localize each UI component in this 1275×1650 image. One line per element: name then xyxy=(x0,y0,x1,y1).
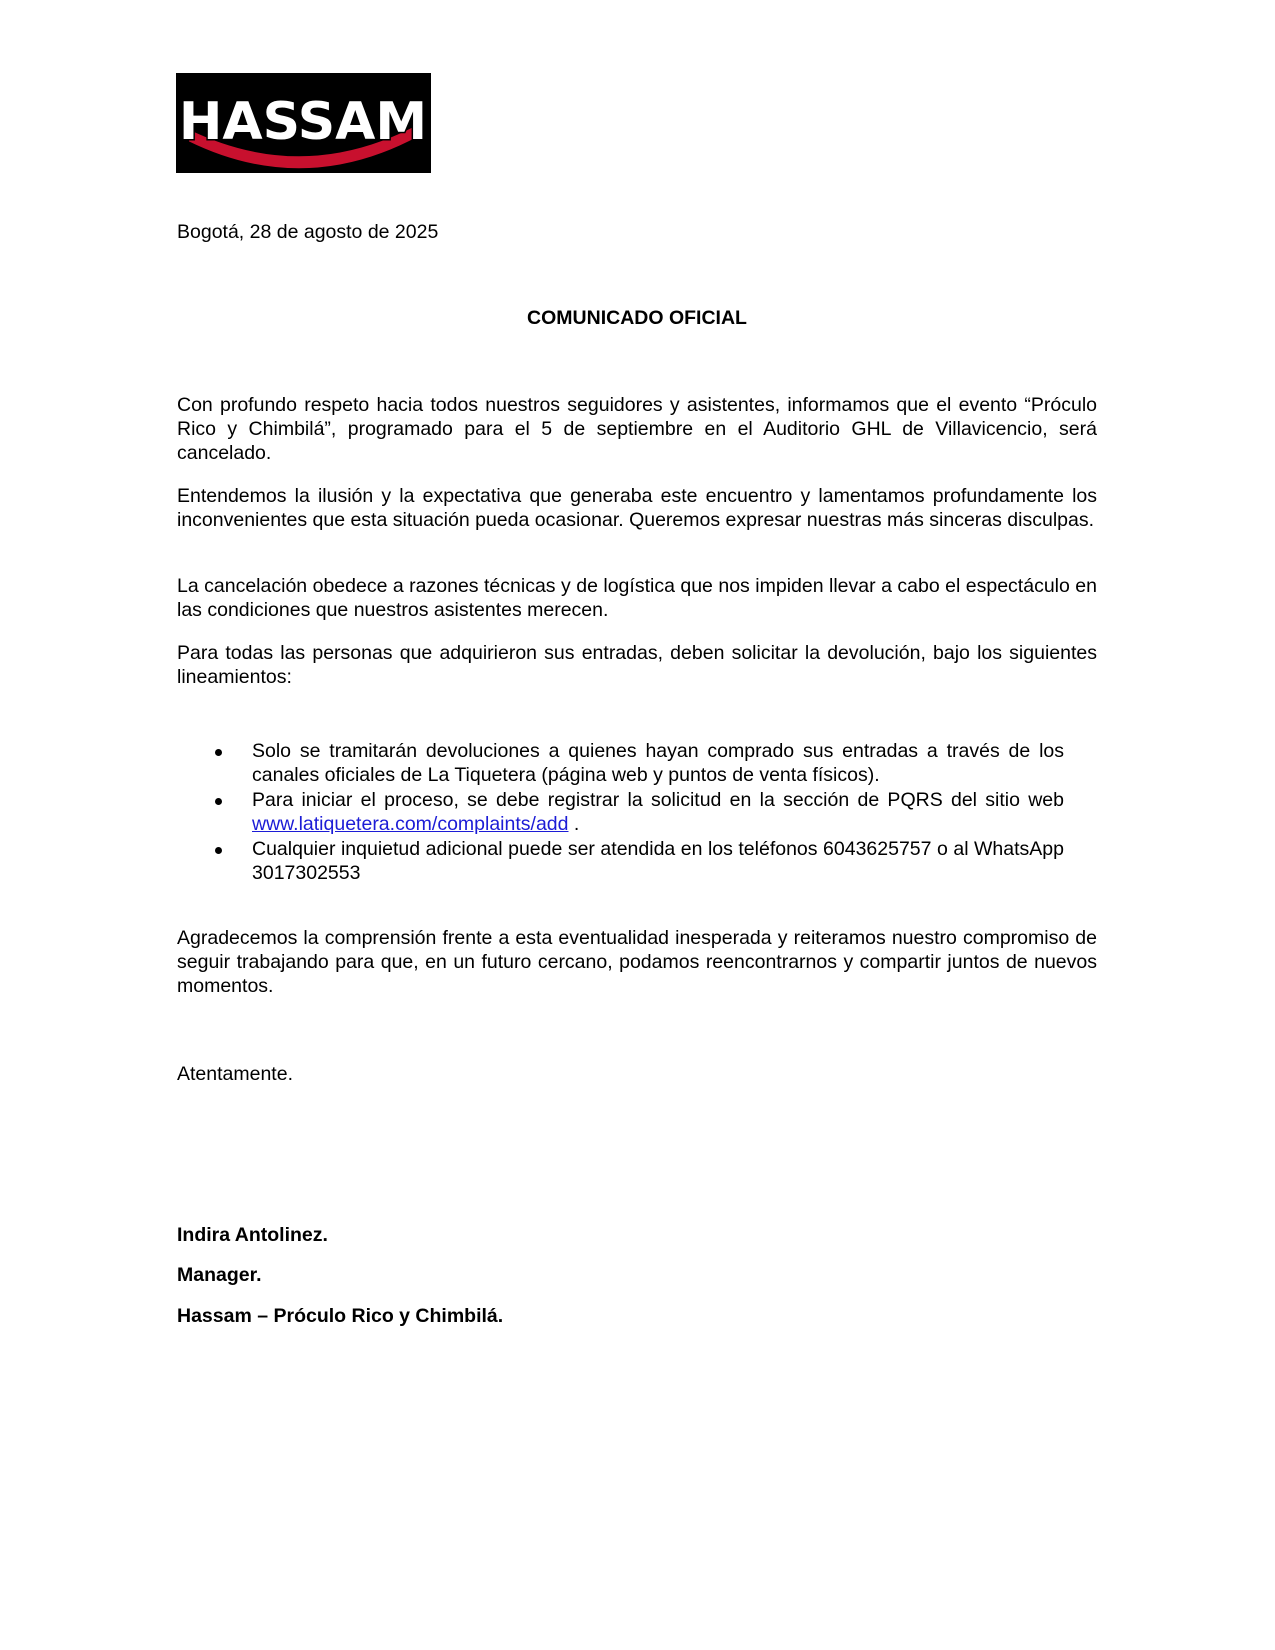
logo-text: HASSAM xyxy=(178,92,428,152)
list-item xyxy=(177,739,1064,787)
paragraph-closing: Agradecemos la comprensión frente a esta eventualidad inesperada y reiteramos nuestro compromiso de seguir trabajando para que, en un futuro cercano, podamos reencontrarnos y compartir juntos de nuevos momentos. xyxy=(177,927,1097,997)
refund-guidelines-list xyxy=(177,739,1064,886)
document-title: COMUNICADO OFICIAL xyxy=(527,307,747,329)
list-item-text: Para iniciar el proceso, se debe registrar la solicitud en la sección de PQRS del sitio web xyxy=(252,789,1064,811)
signature-organization: Hassam – Próculo Rico y Chimbilá. xyxy=(177,1305,504,1327)
list-item xyxy=(177,837,1064,885)
signature-role: Manager. xyxy=(177,1264,262,1286)
paragraph-apology: Entendemos la ilusión y la expectativa que generaba este encuentro y lamentamos profundamente los inconvenientes que esta situación pueda ocasionar. Queremos expresar nuestras más sinceras disculpas. xyxy=(177,485,1097,531)
letter-date: Bogotá, 28 de agosto de 2025 xyxy=(177,221,439,243)
list-item-text: Cualquier inquietud adicional puede ser atendida en los teléfonos 6043625757 o al WhatsApp 3017302553 xyxy=(252,838,1064,884)
paragraph-reason: La cancelación obedece a razones técnicas y de logística que nos impiden llevar a cabo el espectáculo en las condiciones que nuestros asistentes merecen. xyxy=(177,575,1097,621)
paragraph-refund-intro: Para todas las personas que adquirieron sus entradas, deben solicitar la devolución, bajo los siguientes lineamientos: xyxy=(177,642,1097,688)
list-item-text: Solo se tramitarán devoluciones a quienes hayan comprado sus entradas a través de los canales oficiales de La Tiquetera (página web y puntos de venta físicos). xyxy=(252,740,1064,786)
hassam-logo xyxy=(176,73,431,173)
list-item xyxy=(177,788,1064,836)
bullet-icon xyxy=(215,798,222,805)
complaints-link[interactable]: www.latiquetera.com/complaints/add xyxy=(252,813,569,835)
sign-off: Atentamente. xyxy=(177,1063,293,1085)
bullet-icon xyxy=(215,847,222,854)
paragraph-announcement: Con profundo respeto hacia todos nuestros seguidores y asistentes, informamos que el evento “Próculo Rico y Chimbilá”, programado para el 5 de septiembre en el Auditorio GHL de Villavicencio, será cancelado. xyxy=(177,394,1097,464)
signature-name: Indira Antolinez. xyxy=(177,1224,328,1246)
list-item-text-after: . xyxy=(568,813,580,835)
bullet-icon xyxy=(215,749,222,756)
